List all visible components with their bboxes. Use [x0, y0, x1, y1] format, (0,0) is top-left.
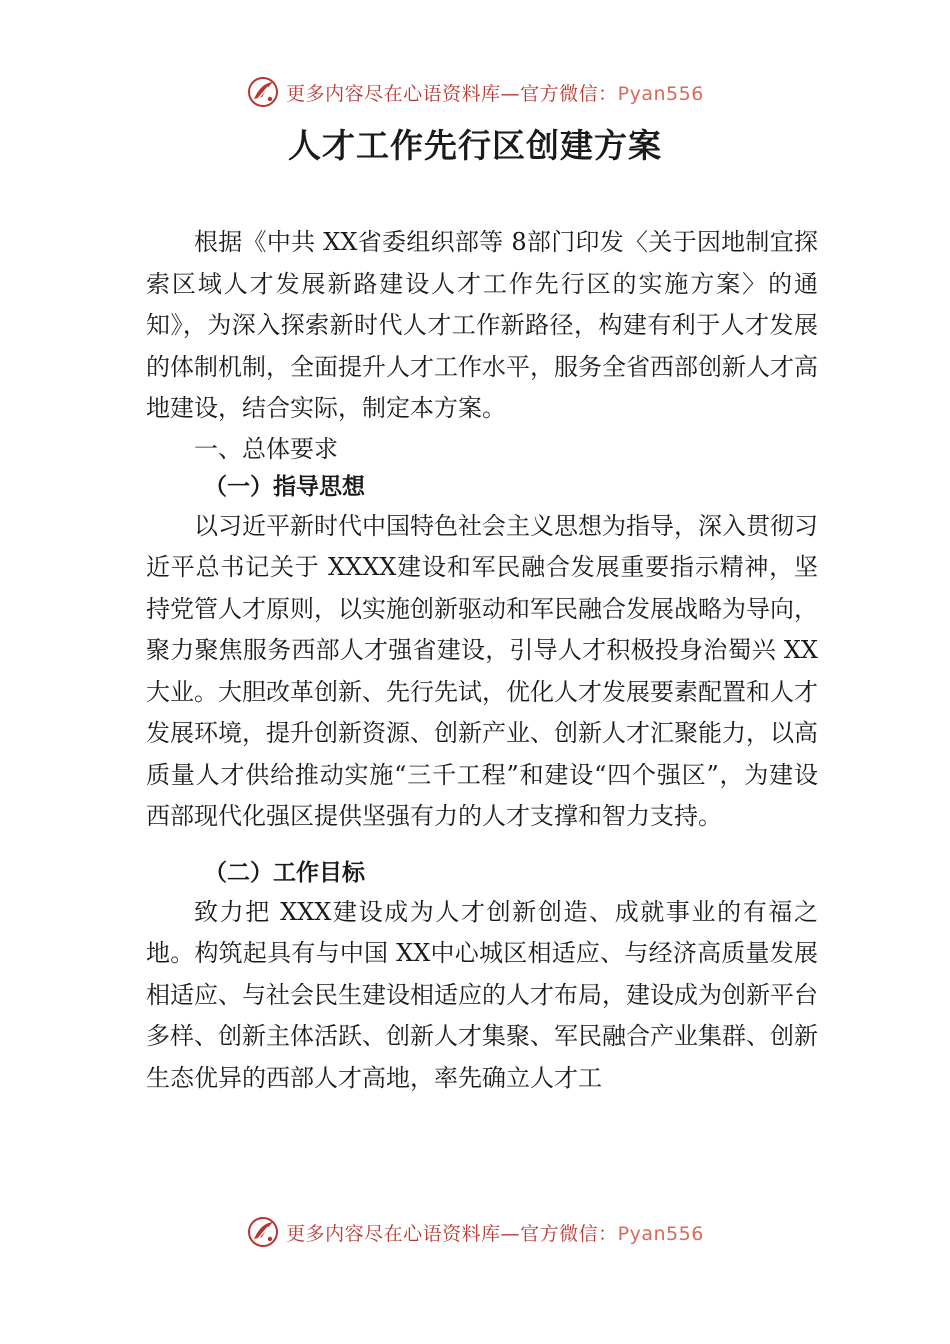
intro-paragraph: 根据《中共 XX省委组织部等 8部门印发〈关于因地制宜探索区域人才发展新路建设人才工作先行区的实施方案〉的通知》，为深入探索新时代人才工作新路径，构建有利于人才发展的体制机制，全面提升人才工作水平，服务全省西部创新人才高地建设，结合实际，制定本方案。: [146, 228, 818, 422]
subheading-work-goals: （二）工作目标: [204, 859, 365, 886]
header-banner: [0, 72, 950, 112]
brand-logo-icon: [246, 1215, 280, 1249]
footer-banner: [0, 1212, 950, 1252]
work-goals-paragraph: 致力把 XXX建设成为人才创新创造、成就事业的有福之地。构筑起具有与中国 XX中心城区相适应、与经济高质量发展相适应、与社会民生建设相适应的人才布局，建设成为创新平台多样、创新主体活跃、创新人才集聚、军民融合产业集群、创新生态优异的西部人才高地，率先确立人才工: [146, 897, 818, 1092]
document-body: [146, 222, 818, 1099]
brand-logo-icon: [246, 75, 280, 109]
section-heading-general-requirements: 一、总体要求: [194, 434, 338, 463]
guiding-ideology-paragraph: 以习近平新时代中国特色社会主义思想为指导，深入贯彻习近平总书记关于 XXXX建设和军民融合发展重要指示精神，坚持党管人才原则，以实施创新驱动和军民融合发展战略为导向，聚力聚焦服务西部人才强省建设，引导人才积极投身治蜀兴 XX大业。大胆改革创新、先行先试，优化人才发展要素配置和人才发展环境，提升创新资源、创新产业、创新人才汇聚能力，以高质量人才供给推动实施“三千工程”和建设“四个强区”，为建设西部现代化强区提供坚强有力的人才支撑和智力支持。: [146, 511, 818, 830]
subheading-guiding-ideology: （一）指导思想: [204, 473, 365, 500]
document-title: 人才工作先行区创建方案: [288, 126, 662, 165]
banner-text: 更多内容尽在心语资料库—官方微信：Pyan556: [286, 1222, 704, 1245]
banner-text: 更多内容尽在心语资料库—官方微信：Pyan556: [286, 82, 704, 105]
